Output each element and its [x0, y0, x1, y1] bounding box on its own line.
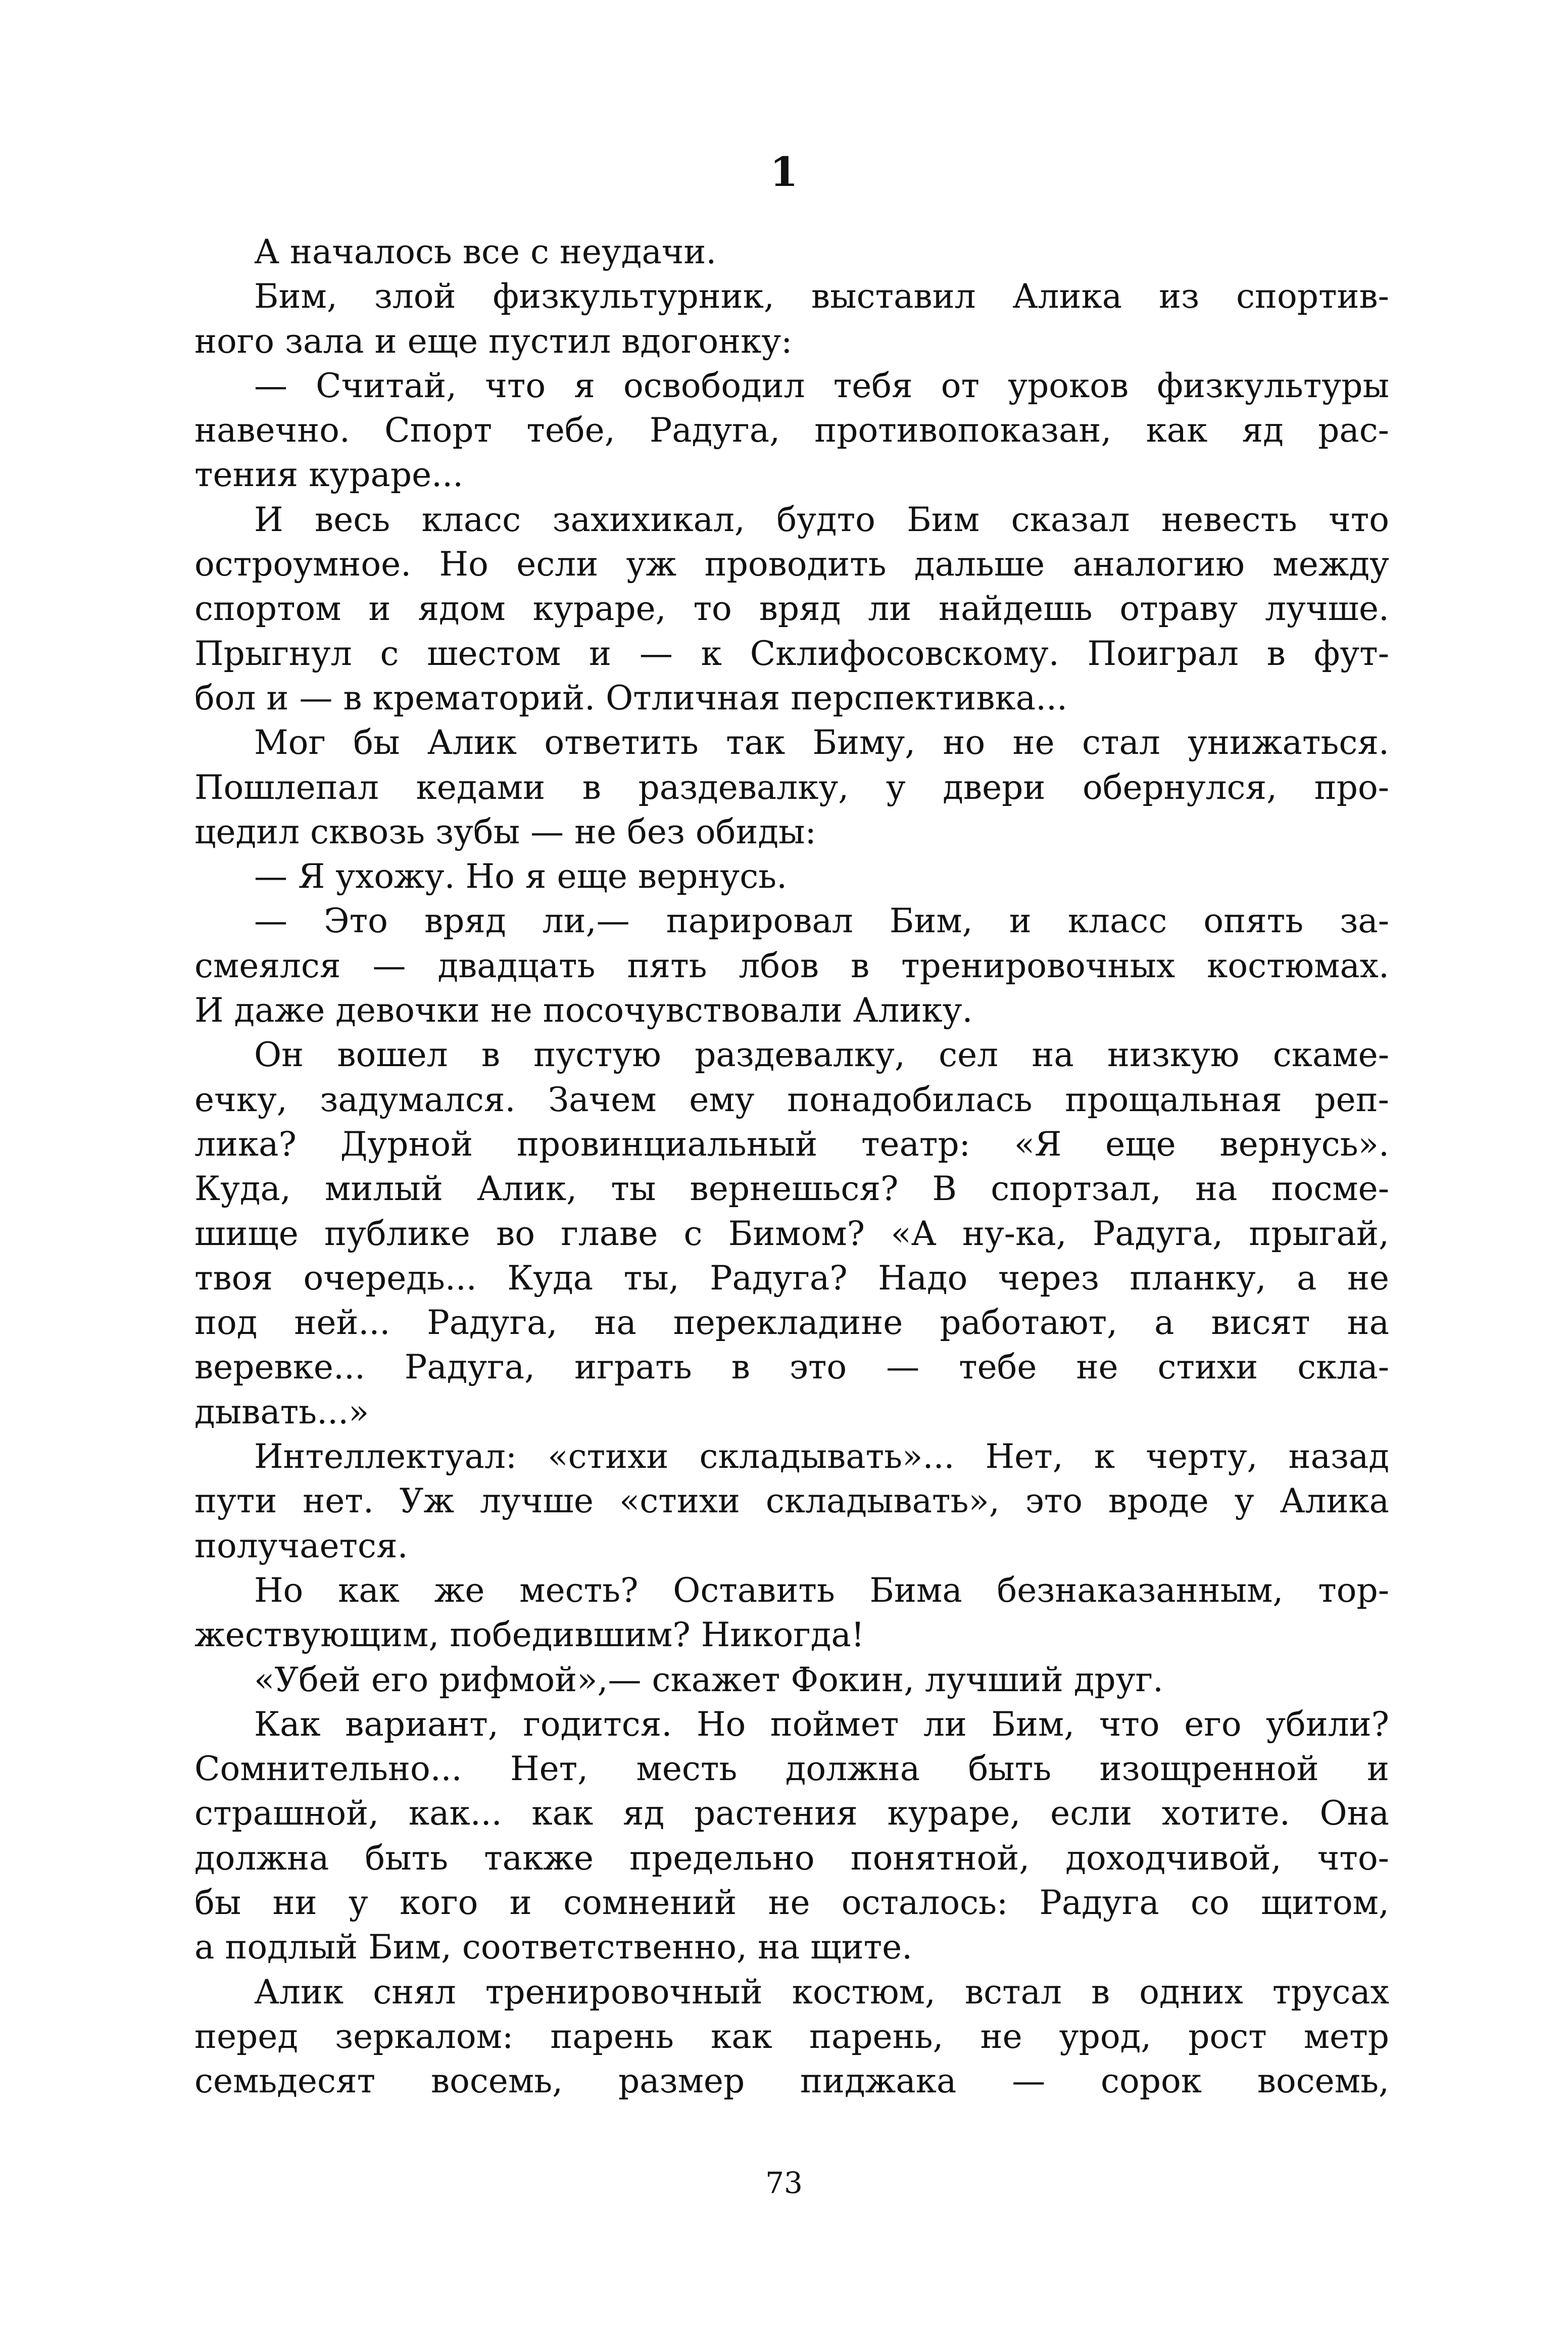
text-line: Интеллектуал: «стихи складывать»... Нет, к черту, назад	[254, 1437, 1389, 1476]
text-line: под ней... Радуга, на перекладине работают, а висят на	[194, 1303, 1389, 1343]
text-line: спортом и ядом кураре, то вряд ли найдешь отраву лучше.	[194, 589, 1389, 629]
body-text	[194, 230, 1389, 2103]
text-line: навечно. Спорт тебе, Радуга, противопоказан, как яд рас-	[194, 411, 1389, 450]
text-line: перед зеркалом: парень как парень, не урод, рост метр	[194, 2017, 1389, 2056]
text-line: — Считай, что я освободил тебя от уроков физкультуры	[254, 366, 1389, 405]
text-line: пути нет. Уж лучше «стихи складывать», это вроде у Алика	[194, 1481, 1389, 1521]
text-line: Бим, злой физкультурник, выставил Алика из спортив-	[254, 277, 1389, 316]
text-line: бы ни у кого и сомнений не осталось: Радуга со щитом,	[194, 1883, 1389, 1922]
text-line: веревке... Радуга, играть в это — тебе не стихи скла-	[194, 1348, 1389, 1387]
text-line: — Я ухожу. Но я еще вернусь.	[254, 857, 788, 896]
text-line: остроумное. Но если уж проводить дальше аналогию между	[194, 545, 1389, 584]
text-line: страшной, как... как яд растения кураре, если хотите. Она	[194, 1794, 1389, 1833]
text-line: смеялся — двадцать пять лбов в тренировочных костюмах.	[194, 946, 1389, 985]
text-line: получается.	[194, 1526, 408, 1565]
text-line: Он вошел в пустую раздевалку, сел на низкую скаме-	[254, 1035, 1389, 1075]
text-line: «Убей его рифмой»,— скажет Фокин, лучший друг.	[254, 1660, 1164, 1699]
text-line: Мог бы Алик ответить так Биму, но не стал унижаться.	[254, 723, 1389, 762]
text-line: Куда, милый Алик, ты вернешься? В спортзал, на посме-	[194, 1169, 1389, 1209]
text-line: Пошлепал кедами в раздевалку, у двери обернулся, про-	[194, 768, 1389, 807]
text-line: шище публике во главе с Бимом? «А ну-ка, Радуга, прыгай,	[194, 1214, 1389, 1253]
text-line: И весь класс захихикал, будто Бим сказал невесть что	[254, 500, 1389, 539]
text-line: семьдесят восемь, размер пиджака — сорок восемь,	[194, 2062, 1389, 2101]
page-number: 73	[765, 2166, 803, 2200]
text-line: Как вариант, годится. Но поймет ли Бим, что его убили?	[254, 1704, 1389, 1744]
text-line: твоя очередь... Куда ты, Радуга? Надо через планку, а не	[194, 1258, 1389, 1298]
text-line: дывать...»	[194, 1392, 369, 1431]
text-line: ечку, задумался. Зачем ему понадобилась прощальная реп-	[194, 1080, 1389, 1119]
chapter-number: 1	[770, 148, 798, 196]
text-line: ного зала и еще пустил вдогонку:	[194, 321, 793, 361]
text-line: тения кураре...	[194, 455, 464, 495]
text-line: цедил сквозь зубы — не без обиды:	[194, 812, 816, 851]
text-line: Сомнительно... Нет, месть должна быть изощренной и	[194, 1749, 1389, 1789]
text-line: бол и — в крематорий. Отличная перспективка...	[194, 678, 1068, 717]
text-line: И даже девочки не посочувствовали Алику.	[194, 991, 973, 1030]
text-line: а подлый Бим, соответственно, на щите.	[194, 1928, 913, 1967]
text-line: — Это вряд ли,— парировал Бим, и класс опять за-	[254, 901, 1389, 941]
text-line: жествующим, победившим? Никогда!	[194, 1615, 865, 1655]
text-line: Но как же месть? Оставить Бима безнаказанным, тор-	[254, 1570, 1389, 1610]
text-line: должна быть также предельно понятной, доходчивой, что-	[194, 1838, 1389, 1878]
text-line: Прыгнул с шестом и — к Склифосовскому. Поиграл в фут-	[194, 634, 1389, 673]
text-line: А началось все с неудачи.	[254, 232, 717, 271]
text-line: лика? Дурной провинциальный театр: «Я еще вернусь».	[194, 1124, 1389, 1164]
text-line: Алик снял тренировочный костюм, встал в одних трусах	[254, 1972, 1389, 2012]
